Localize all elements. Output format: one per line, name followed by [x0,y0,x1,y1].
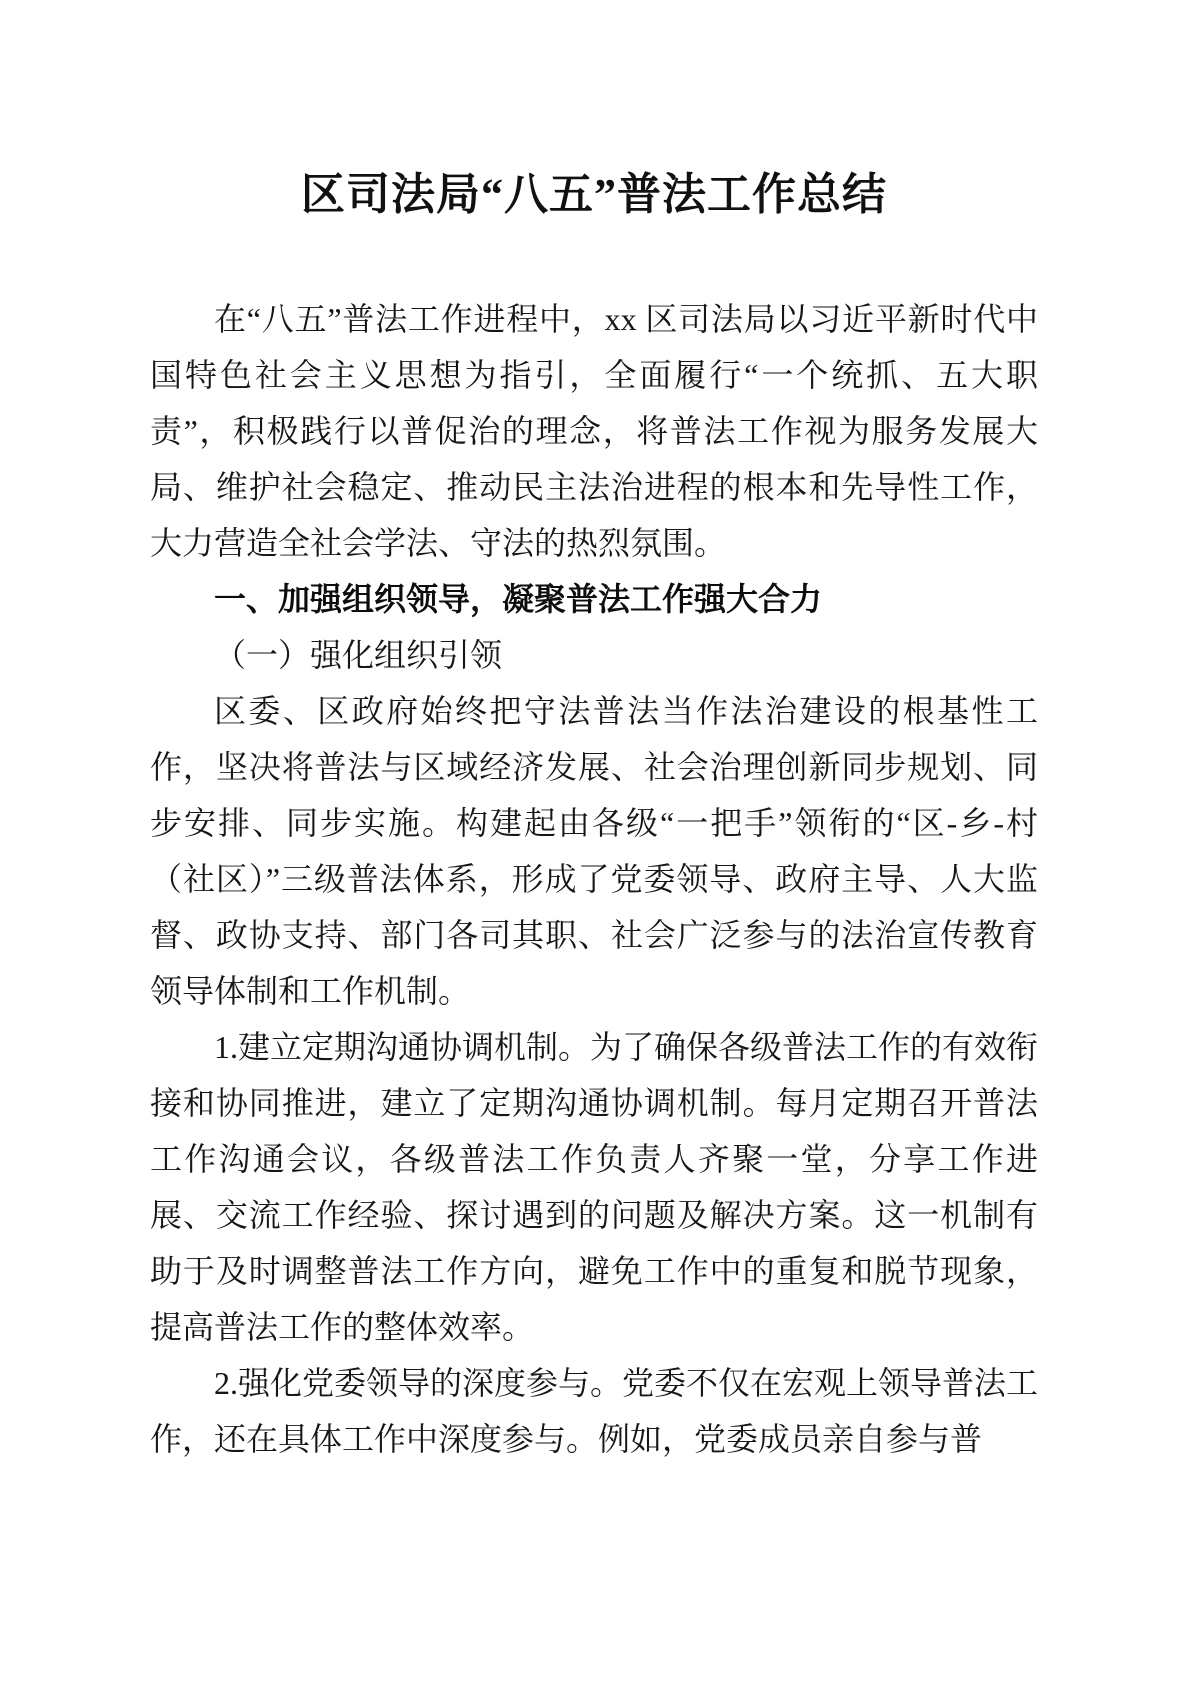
body-paragraph: 1.建立定期沟通协调机制。为了确保各级普法工作的有效衔接和协同推进，建立了定期沟通协调机制。每月定期召开普法工作沟通会议，各级普法工作负责人齐聚一堂，分享工作进展、交流工作经验、探讨遇到的问题及解决方案。这一机制有助于及时调整普法工作方向，避免工作中的重复和脱节现象，提高普法工作的整体效率。 [150,1029,1039,1345]
section-heading: 一、加强组织领导，凝聚普法工作强大合力 [214,581,823,617]
document-title: 区司法局“八五”普法工作总结 [301,170,887,219]
subsection-heading: （一）强化组织引领 [214,637,503,673]
body-paragraph: 在“八五”普法工作进程中，xx 区司法局以习近平新时代中国特色社会主义思想为指引，全面履行“一个统抓、五大职责”，积极践行以普促治的理念，将普法工作视为服务发展大局、维护社会稳定、推动民主法治进程的根本和先导性工作，大力营造全社会学法、守法的热烈氛围。 [150,301,1038,561]
body-paragraph: 2.强化党委领导的深度参与。党委不仅在宏观上领导普法工作，还在具体工作中深度参与。例如，党委成员亲自参与普 [150,1365,1039,1457]
document-body [150,291,1038,1467]
body-paragraph: 区委、区政府始终把守法普法当作法治建设的根基性工作，坚决将普法与区域经济发展、社会治理创新同步规划、同步安排、同步实施。构建起由各级“一把手”领衔的“区-乡-村（社区）”三级普法体系，形成了党委领导、政府主导、人大监督、政协支持、部门各司其职、社会广泛参与的法治宣传教育领导体制和工作机制。 [150,693,1038,1009]
